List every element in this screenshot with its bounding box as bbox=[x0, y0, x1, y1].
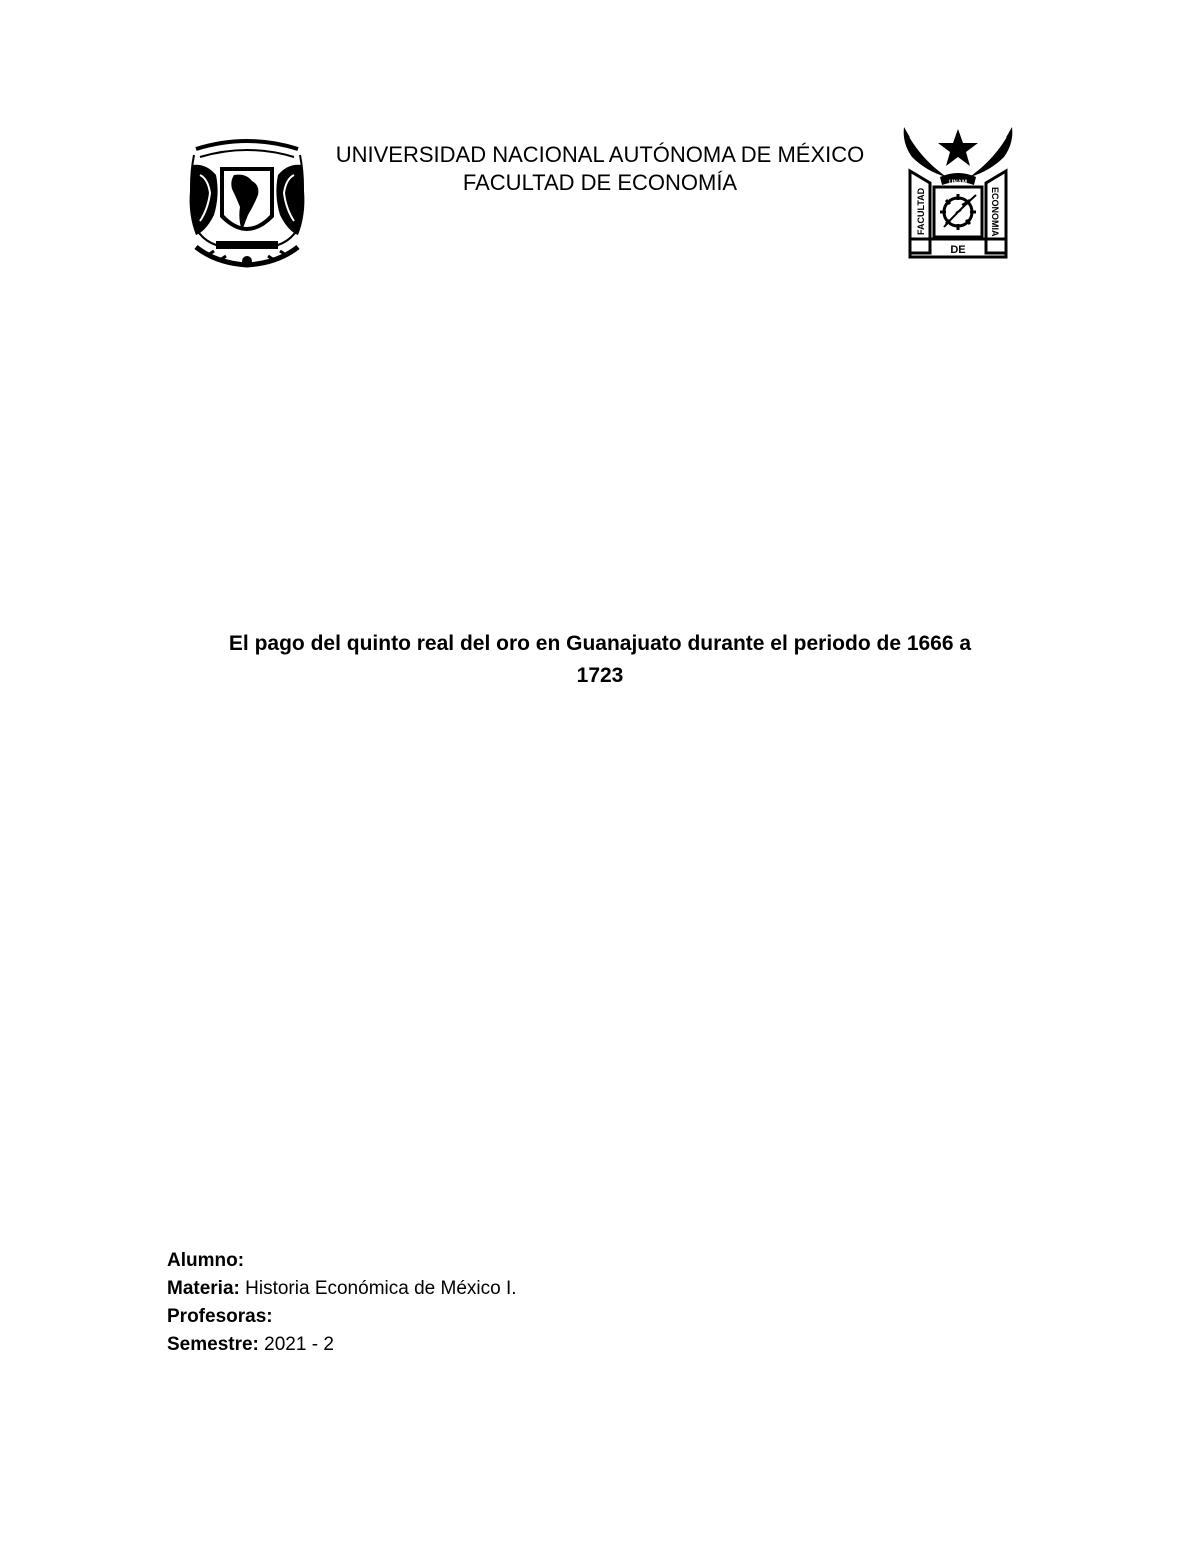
alumno-label: Alumno: bbox=[167, 1250, 245, 1271]
unam-coat-of-arms-icon bbox=[186, 135, 308, 270]
title-line-2: 1723 bbox=[576, 664, 624, 687]
facultad-economia-seal-icon bbox=[900, 123, 1016, 259]
materia-value: Historia Económica de México I. bbox=[239, 1278, 517, 1299]
university-name: UNIVERSIDAD NACIONAL AUTÓNOMA DE MÉXICO bbox=[335, 142, 865, 167]
seal-economia-text: ECONOMIA bbox=[990, 187, 1000, 237]
document-header bbox=[316, 141, 884, 197]
semestre-value: 2021 - 2 bbox=[258, 1334, 334, 1355]
faculty-name: FACULTAD DE ECONOMÍA bbox=[462, 170, 738, 195]
semestre-row bbox=[167, 1331, 517, 1359]
semestre-label: Semestre: bbox=[167, 1334, 259, 1355]
materia-row bbox=[167, 1275, 517, 1303]
materia-label: Materia: bbox=[167, 1278, 240, 1299]
seal-facultad-text: FACULTAD bbox=[916, 187, 926, 235]
seal-unam-text: UNAM bbox=[949, 180, 967, 186]
title-line-1: El pago del quinto real del oro en Guanajuato durante el periodo de 1666 a bbox=[228, 632, 972, 655]
seal-de-text: DE bbox=[950, 244, 966, 256]
document-title bbox=[150, 628, 1050, 692]
profesoras-label: Profesoras: bbox=[167, 1306, 273, 1327]
profesoras-row bbox=[167, 1303, 517, 1331]
student-info bbox=[167, 1247, 517, 1359]
alumno-row bbox=[167, 1247, 517, 1275]
